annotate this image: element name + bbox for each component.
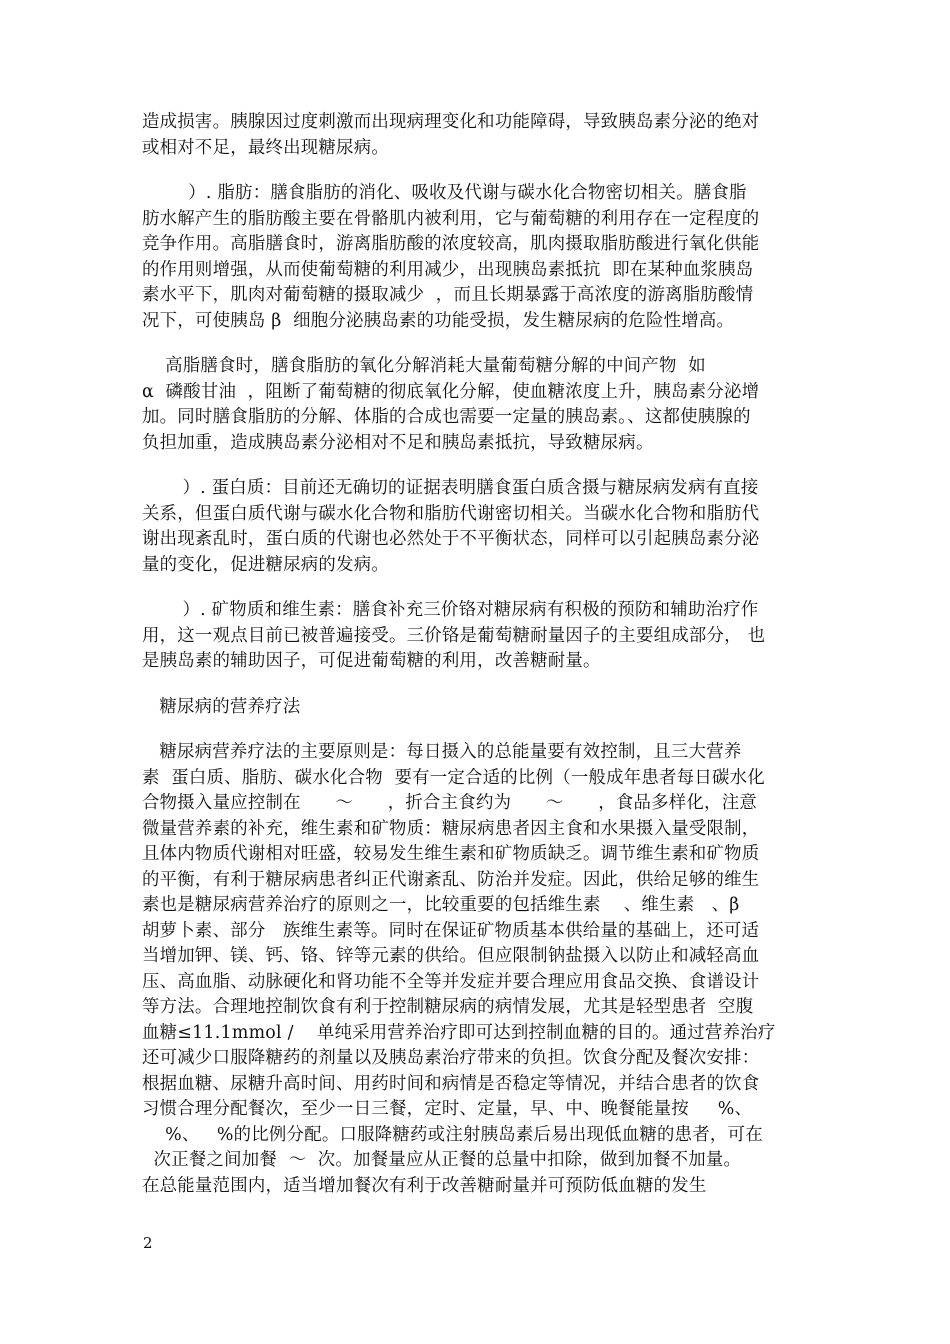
paragraph [142,740,812,1199]
text-line: 且体内物质代谢相对旺盛，较易发生维生素和矿物质缺乏。调节维生素和矿物质 [142,844,760,864]
paragraph-gap [142,720,812,740]
text-line: 负担加重，造成胰岛素分泌相对不足和胰岛素抵抗，导致糖尿病。 [142,432,654,453]
text-line: %、 %的比例分配。口服降糖药或注射胰岛素后易出现低血糖的患者，可在 [142,1124,763,1145]
text-line: 还可减少口服降糖药的剂量以及胰岛素治疗带来的负担。饮食分配及餐次安排： [142,1048,760,1068]
text-line: 况下，可使胰岛 β 细胞分泌胰岛素的功能受损，发生糖尿病的危险性增高。 [142,310,735,331]
paragraph-gap [142,578,812,598]
text-line: α 磷酸甘油 ，阻断了葡萄糖的彻底氧化分解，使血糖浓度上升，胰岛素分泌增 [142,381,760,402]
paragraph [142,598,812,675]
text-line: 糖尿病营养疗法的主要原则是：每日摄入的总能量要有效控制，且三大营养 [142,742,742,762]
text-line: 糖尿病的营养疗法 [142,696,301,717]
text-line: 素水平下，肌肉对葡萄糖的摄取减少 ，而且长期暴露于高浓度的游离脂肪酸情 [142,285,754,305]
text-line: 肪水解产生的脂肪酸主要在骨骼肌内被利用，它与葡萄糖的利用存在一定程度的 [142,208,760,229]
text-line: 素也是糖尿病营养治疗的原则之一，比较重要的包括维生素 、维生素 、β [142,895,740,915]
text-line: 习惯合理分配餐次，至少一日三餐，定时、定量，早、中、晚餐能量按 %、 [142,1099,753,1119]
paragraph-gap [142,456,812,476]
text-line: 的平衡，有利于糖尿病患者纠正代谢紊乱、防治并发症。因此，供给足够的维生 [142,869,760,890]
paragraph [142,476,812,578]
text-line: 造成损害。胰腺因过度刺激而出现病理变化和功能障碍，导致胰岛素分泌的绝对 [142,112,760,132]
text-line: 压、高血脂、动脉硬化和肾功能不全等并发症并要合理应用食品交换、食谱设计 [142,971,760,992]
text-line: 根据血糖、尿糖升高时间、用药时间和病情是否稳定等情况，并结合患者的饮食 [142,1073,760,1094]
text-line: ）. 脂肪：膳食脂肪的消化、吸收及代谢与碳水化合物密切相关。膳食脂 [142,183,747,203]
text-line: 胡萝卜素、部分 族维生素等。同时在保证矿物质基本供给量的基础上，还可适 [142,920,760,941]
text-line: 在总能量范围内，适当增加餐次有利于改善糖耐量并可预防低血糖的发生 [142,1175,707,1196]
text-line: 微量营养素的补充，维生素和矿物质：糖尿病患者因主食和水果摄入量受限制， [142,818,760,839]
paragraph [142,110,812,161]
paragraph-gap [142,675,812,695]
text-line: 等方法。合理地控制饮食有利于控制糖尿病的病情发展，尤其是轻型患者 空腹 [142,997,754,1017]
paragraph-gap [142,161,812,181]
text-line: 谢出现紊乱时，蛋白质的代谢也必然处于不平衡状态，同样可以引起胰岛素分泌 [142,529,760,549]
text-line: 用，这一观点目前已被普遍接受。三价铬是葡萄糖耐量因子的主要组成部分， 也 [142,625,766,646]
text-line: 竞争作用。高脂膳食时，游离脂肪酸的浓度较高，肌肉摄取脂肪酸进行氧化供能 [142,234,760,254]
text-line: 的作用则增强，从而使葡萄糖的利用减少，出现胰岛素抵抗 即在某种血浆胰岛 [142,259,754,280]
text-line: 关系，但蛋白质代谢与碳水化合物和脂肪代谢密切相关。当碳水化合物和脂肪代 [142,503,760,524]
text-line: 次正餐之间加餐 ～ 次。加餐量应从正餐的总量中扣除，做到加餐不加量。 [142,1150,742,1170]
text-line: 血糖≤11.1mmol / 单纯采用营养治疗即可达到控制血糖的目的。通过营养治疗 [142,1022,776,1043]
paragraph-gap [142,334,812,354]
document-body [142,110,812,1199]
paragraph [142,354,812,456]
text-line: 高脂膳食时，膳食脂肪的氧化分解消耗大量葡萄糖分解的中间产物 如 [142,356,706,376]
paragraph [142,695,812,721]
text-line: 或相对不足，最终出现糖尿病。 [142,137,389,158]
text-line: 加。同时膳食脂肪的分解、体脂的合成也需要一定量的胰岛素。、这都使胰腺的 [142,407,751,427]
paragraph [142,181,812,334]
text-line: 是胰岛素的辅助因子，可促进葡萄糖的利用，改善糖耐量。 [142,651,601,671]
text-line: 量的变化，促进糖尿病的发病。 [142,554,389,575]
text-line: ）. 蛋白质：目前还无确切的证据表明膳食蛋白质含摄与糖尿病发病有直接 [142,478,759,498]
text-line: ）. 矿物质和维生素：膳食补充三价铬对糖尿病有积极的预防和辅助治疗作 [142,600,759,620]
text-line: 合物摄入量应控制在 ～ ，折合主食约为 ～ ，食品多样化，注意 [142,793,757,813]
page-number: 2 [143,1234,153,1252]
text-line: 当增加钾、镁、钙、铬、锌等元素的供给。但应限制钠盐摄入以防止和减轻高血 [142,946,760,966]
text-line: 素 蛋白质、脂肪、碳水化合物 要有一定合适的比例（一般成年患者每日碳水化 [142,767,765,788]
